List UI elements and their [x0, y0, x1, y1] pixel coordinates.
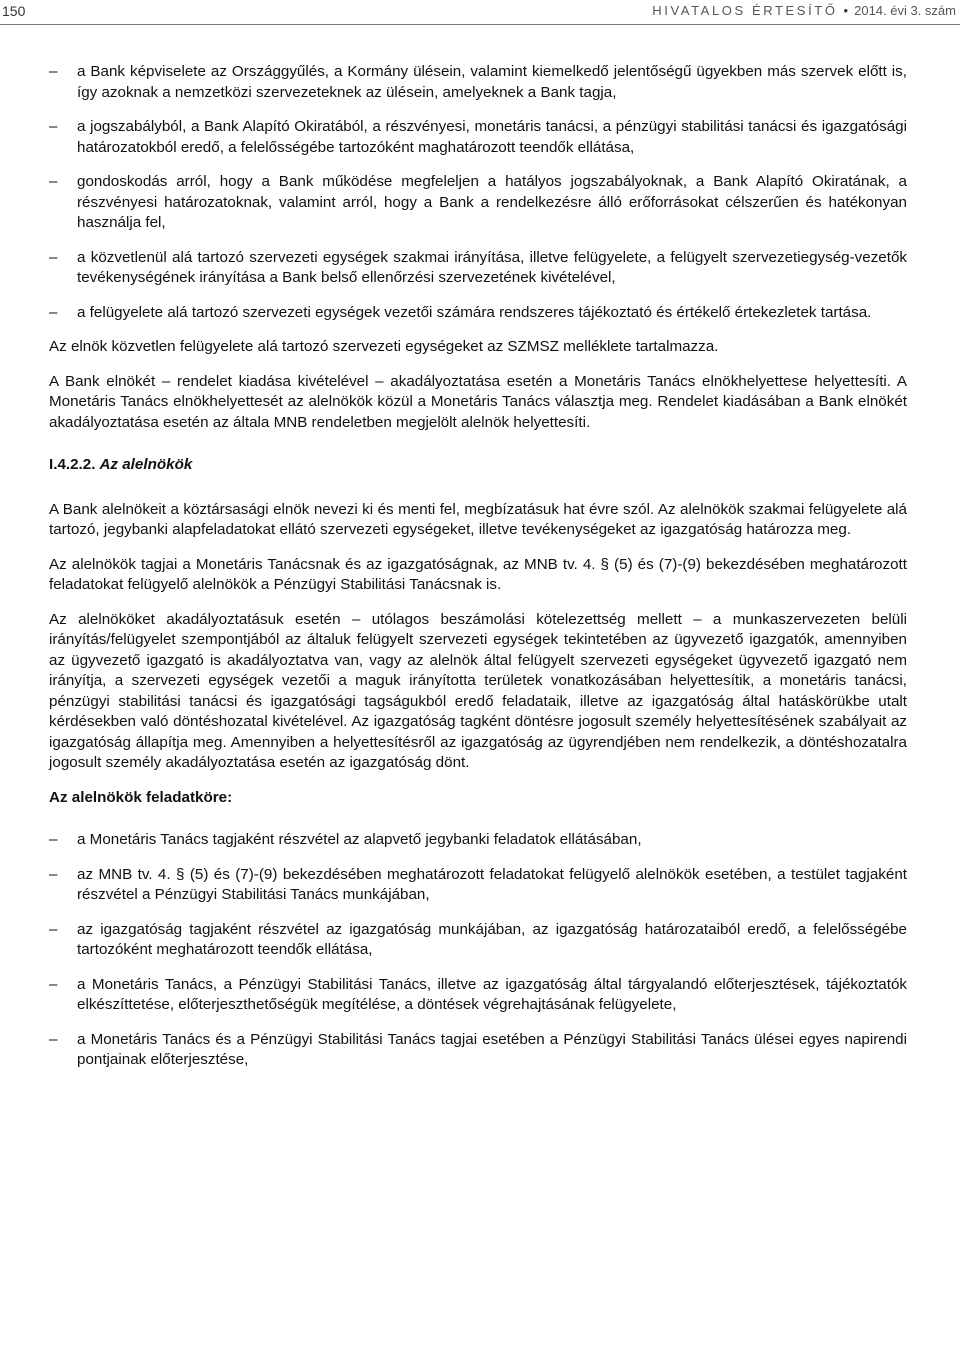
- list-item: [49, 830, 907, 851]
- list-item: [49, 62, 907, 103]
- list-item: [49, 1030, 907, 1071]
- page-number: 150: [2, 3, 26, 19]
- list-item-text: az MNB tv. 4. § (5) és (7)-(9) bekezdésében meghatározott feladatokat felügyelő alelnökök esetében, a testület tagjaként részvétel a Pénzügyi Stabilitási Tanács munkájában,: [77, 865, 907, 903]
- list-item-text: gondoskodás arról, hogy a Bank működése megfeleljen a hatályos jogszabályoknak, a Bank Alapító Okiratának, a részvényesi határozatoknak, valamint arról, hogy a Bank a rendelkezésre álló erőforrásokat célszerűen és hatékonyan használja fel,: [77, 173, 907, 231]
- list-item-text: az igazgatóság tagjaként részvétel az igazgatóság munkájában, az igazgatóság határozataiból eredő, a felelősségébe tartozóként meghatározott teendők ellátása,: [77, 920, 907, 958]
- list-item: [49, 248, 907, 289]
- document-body: [49, 62, 907, 1085]
- subheading-duties: Az alelnökök feladatköre:: [49, 788, 233, 806]
- dash-bullet: –: [49, 173, 58, 190]
- issue-label: 2014. évi 3. szám: [854, 3, 956, 18]
- list-item-text: a felügyelete alá tartozó szervezeti egységek vezetői számára rendszeres tájékoztató és értékelő értekezletek tartása.: [77, 303, 872, 321]
- paragraph-substitution: A Bank elnökét – rendelet kiadása kivételével – akadályoztatása esetén a Monetáris Tanács elnökhelyettese helyettesíti. A Monetáris Tanács elnökhelyettesét az alelnökök közül a Monetáris Tanács választja meg. Rendelet kiadásában a Bank elnökét akadályoztatása esetén az általa MNB rendeletben megjelölt alelnök helyettesíti.: [49, 372, 907, 431]
- vice-president-duties-list: [49, 830, 907, 1071]
- dash-bullet: –: [49, 248, 58, 266]
- paragraph-absence: Az alelnököket akadályoztatásuk esetén – utólagos beszámolási kötelezettség mellett – a munkaszervezeten belüli irányítás/felügyelet szempontjából az általuk felügyelt szervezeti egységek tekintetében az ügyvezető igazgatók, amennyiben az ügyvezető igazgató is akadályoztatva van, vagy az alelnök által felügyelt szervezeti egységeket ügyvezető igazgató nem irányítja, a szervezeti egységek vezetői a maguk irányította területek vonatkozásában helyettesítik, a monetáris tanácsi, pénzügyi stabilitási tanácsi és igazgatósági tagságukból eredő feladataik, illetve az igazgatóság által hatáskörükbe utalt kérdésekben való döntéshozatal kivételével. Az igazgatóság tagként döntésre jogosult személy helyettesítésének szabályait az igazgatóság állapítja meg. Amennyiben a helyettesítésről az igazgatóság az ügyrendjében nem rendelkezik, a döntéshozatalra jogosult személy akadályoztatása esetén az igazgatóság dönt.: [49, 610, 907, 771]
- list-item: [49, 172, 907, 234]
- paragraph-appointment: A Bank alelnökeit a köztársasági elnök nevezi ki és menti fel, megbízatásuk hat évre szól. Az alelnökök szakmai felügyelete alá tartozó, jegybanki alapfeladatokat ellátó szervezeti egységeket, illetve tevékenységeket az igazgatóság határozza meg.: [49, 500, 907, 538]
- header-divider: [0, 24, 960, 25]
- list-item: [49, 303, 907, 324]
- section-heading: [49, 455, 907, 476]
- publication-title: HIVATALOS ÉRTESÍTŐ: [652, 3, 838, 18]
- dash-bullet: –: [49, 975, 58, 993]
- list-item-text: a Monetáris Tanács tagjaként részvétel az alapvető jegybanki feladatok ellátásában,: [77, 831, 642, 848]
- dash-bullet: –: [49, 831, 58, 848]
- list-item: [49, 865, 907, 906]
- list-item-text: a Monetáris Tanács és a Pénzügyi Stabilitási Tanács tagjai esetében a Pénzügyi Stabilitási Tanács ülései egyes napirendi pontjainak előterjesztése,: [77, 1030, 907, 1068]
- list-item: [49, 920, 907, 961]
- list-item-text: a Bank képviselete az Országgyűlés, a Kormány ülésein, valamint kiemelkedő jelentőségű ügyekben más szervek előtt is, így azoknak a nemzetközi szervezeteknek az ülésein, amelyeknek a Bank tagja,: [77, 63, 907, 101]
- list-item-text: a jogszabályból, a Bank Alapító Okiratából, a részvényesi, monetáris tanácsi, a pénzügyi stabilitási tanácsi és igazgatósági határozatokból eredő, a felelősségébe tartozóként maghatározott teendők ellátása,: [77, 118, 907, 156]
- section-number: I.4.2.2.: [49, 456, 96, 473]
- paragraph-supervision: Az elnök közvetlen felügyelete alá tartozó szervezeti egységeket az SZMSZ melléklete tartalmazza.: [49, 338, 719, 355]
- dash-bullet: –: [49, 865, 58, 883]
- dash-bullet: –: [49, 118, 58, 135]
- dash-bullet: –: [49, 1030, 58, 1048]
- list-item-text: a közvetlenül alá tartozó szervezeti egységek szakmai irányítása, illetve felügyelete, a felügyelt szervezetiegység-vezetők tevékenységének irányítása a Bank belső ellenőrzési szervezetének kivételével,: [77, 248, 907, 286]
- dash-bullet: –: [49, 920, 58, 938]
- page-header: [0, 0, 960, 24]
- dash-bullet: –: [49, 303, 58, 321]
- list-item: [49, 975, 907, 1016]
- list-item-text: a Monetáris Tanács, a Pénzügyi Stabilitási Tanács, illetve az igazgatóság által tárgyalandó előterjesztések, tájékoztatók elkészíttetése, előterjeszthetőségük megítélése, a döntések végrehajtásának felügyelete,: [77, 975, 907, 1013]
- dash-bullet: –: [49, 63, 58, 80]
- paragraph-membership: Az alelnökök tagjai a Monetáris Tanácsnak és az igazgatóságnak, az MNB tv. 4. § (5) és (7)-(9) bekezdésében meghatározott feladatokat felügyelő alelnökök a Pénzügyi Stabilitási Tanácsnak is.: [49, 555, 907, 593]
- section-title: Az alelnökök: [99, 456, 193, 473]
- header-separator: •: [843, 3, 849, 18]
- president-duties-list: [49, 62, 907, 323]
- list-item: [49, 117, 907, 158]
- header-publication-info: [652, 3, 956, 18]
